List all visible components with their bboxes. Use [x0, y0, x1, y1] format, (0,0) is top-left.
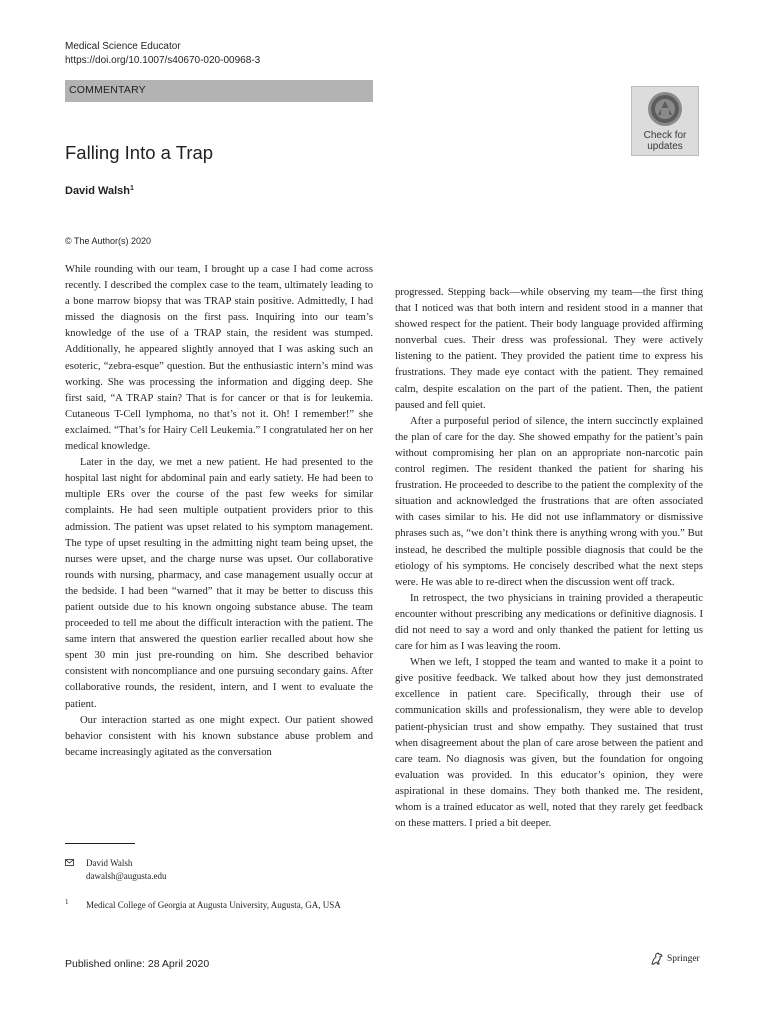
springer-horse-icon — [650, 952, 664, 966]
published-date: Published online: 28 April 2020 — [65, 958, 210, 970]
affiliation — [65, 898, 365, 912]
affiliation-number: 1 — [65, 898, 69, 906]
doi-link[interactable]: https://doi.org/10.1007/s40670-020-00968-3 — [65, 55, 261, 66]
contact-name: David Walsh — [86, 858, 133, 868]
body-column-left — [65, 262, 373, 761]
publisher-logo — [650, 952, 700, 966]
paragraph: Later in the day, we met a new patient. He had presented to the hospital last night for abdominal pain and early satiety. He had been to multiple ERs over the course of the past few weeks for similar complaints. He had seen multiple outpatient providers prior to this admission. The patient was upset related to his symptom management. The type of upset resulting in the admitting night team being upset, the nurses were upset, and the charge nurse was upset. Our collaborative rounds with nursing, pharmacy, and case management usually occur at the bedside. I had been “warned” that it may be better to discuss this patient outside due to his known ongoing substance abuse. The team proceeded to tell me about the difficult interaction with the patient. The same intern that answered the question earlier recalled about how she spent 30 min just pre-rounding on him. She described behavior consistent with noncompliance and one pursuing secondary gains. After collaborative rounds, the resident, intern, and I went to evaluate the patient. — [65, 457, 373, 710]
copyright-symbol: © — [65, 236, 72, 246]
copyright-text: The Author(s) 2020 — [73, 236, 152, 246]
body-column-right — [395, 285, 703, 832]
footnote-divider — [65, 843, 135, 844]
paragraph: In retrospect, the two physicians in training provided a therapeutic encounter without prescribing any medications or definitive diagnosis. I did not need to say a word and only thanked the patient for letting us care for him as I was leaving the room. — [395, 592, 703, 653]
corresponding-author — [65, 857, 167, 882]
publisher-name: Springer — [667, 954, 700, 964]
paragraph: After a purposeful period of silence, the intern succinctly explained the plan of care for the day. She showed empathy for the patient’s pain without compromising her plan on an appropriate non-narcotic pain control regimen. The resident thanked the patient for sharing his frustration. He proceeded to describe to the patient the complexity of the situation and acknowledged the frustrations that are often associated with cases similar to his. He did not use inflammatory or dismissive phrases such as, “we don’t think there is anything wrong with you.” But instead, he described the multiple possible diagnosis that could be the etiology of his symptoms. He concisely described what the next steps were. He was able to re-direct when the discussion went off track. — [395, 415, 703, 588]
check-for-updates-badge[interactable] — [631, 86, 699, 156]
author-line — [65, 185, 134, 197]
affiliation-text: Medical College of Georgia at Augusta University, Augusta, GA, USA — [86, 900, 341, 910]
copyright-line — [65, 236, 151, 246]
journal-name: Medical Science Educator — [65, 41, 181, 52]
section-label: COMMENTARY — [69, 84, 146, 96]
section-banner — [65, 80, 373, 102]
badge-line-1: Check for — [643, 130, 687, 141]
paragraph: progressed. Stepping back—while observing my team—the first thing that I noticed was that both intern and resident stood in a manner that showed respect for the patient. Their body language provided affirming nonverbal cues. Their dress was professional. They were actively listening to the patient. They provided the patient time to express his frustrations. They made eye contact with the patient. They remained calm, despite escalation on the part of the patient. Then, the patient paused and fell quiet. — [395, 287, 703, 411]
paragraph: Our interaction started as one might expect. Our patient showed behavior consistent with his known substance abuse problem and became increasingly agitated as the conversation — [65, 714, 373, 758]
badge-line-2: updates — [647, 141, 683, 152]
envelope-icon — [65, 859, 74, 866]
author-name[interactable]: David Walsh — [65, 185, 130, 197]
article-title: Falling Into a Trap — [65, 142, 214, 163]
paragraph: When we left, I stopped the team and wanted to make it a point to give positive feedback. We talked about how they just demonstrated excellence in patient care. Specifically, through their use of communication skills and professionalism, they were able to develop patient-physician trust and show empathy. They sustained that trust when disagreement about the plan of care arose between the patient and care team. No diagnosis was given, but the foundation for ongoing evaluation was provided. In this educator’s opinion, they were aspirational in these domains. They both thanked me. The resident, whom is a trained educator as well, noted that they rarely get feedback on these matters. I pried a bit deeper. — [395, 657, 703, 830]
contact-email[interactable]: dawalsh@augusta.edu — [86, 870, 167, 881]
paragraph: While rounding with our team, I brought up a case I had come across recently. I described the complex case to the team, ultimately leading to a bone marrow biopsy that was TRAP stain positive. Admittedly, I had missed the diagnosis on the first pass. Inquiring into our team’s knowledge of the use of a TRAP stain, the resident was stumped. Additionally, he appeared slightly annoyed that I was asking such an esoteric, “zebra-esque” question. But the enthusiastic intern’s mind was working. She was processing the information and digging deep. She first said, “A TRAP stain? That is for cancer or that is for leukemia. Cutaneous T-Cell lymphoma, no that’s not it. Oh! I remember!” she exclaimed. “That’s for Hairy Cell Leukemia.” I congratulated her on her medical knowledge. — [65, 264, 373, 453]
check-for-updates-icon — [647, 91, 683, 127]
journal-header — [65, 40, 260, 68]
author-affiliation-marker: 1 — [130, 185, 134, 192]
